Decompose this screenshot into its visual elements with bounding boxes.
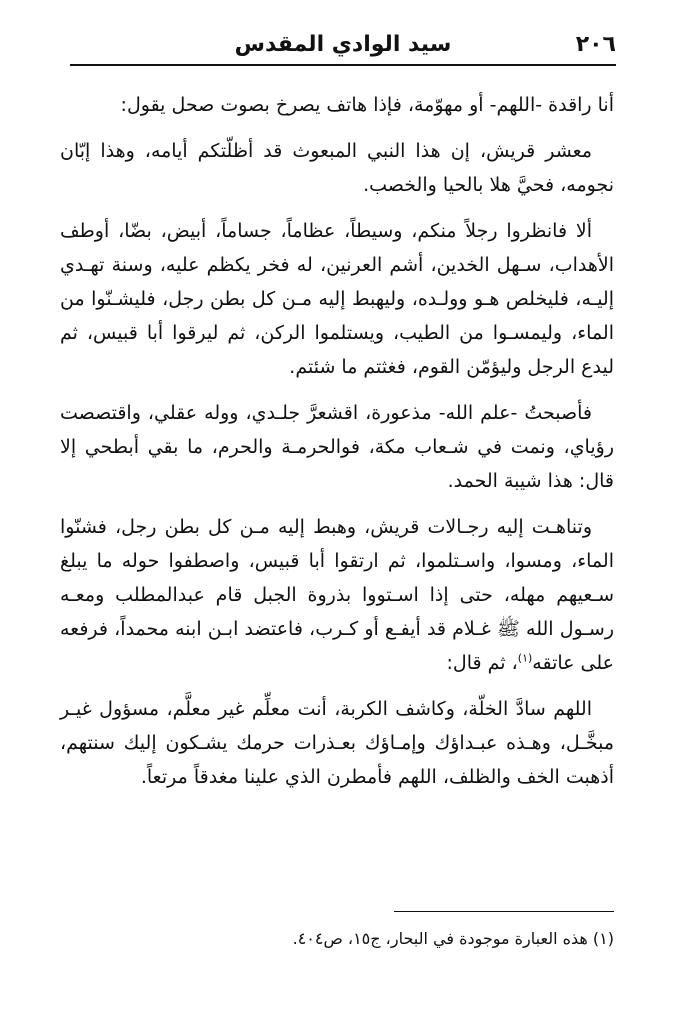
paragraph: اللهم سادَّ الخلّة، وكاشف الكربة، أنت معلِّم غير معلَّم، مسؤول غيـر مبخَّـل، وهـذه عبـداؤك وإمـاؤك بعـذرات حرمك يشـكون إليك سنتهم، أذهبت الخف والظلف، اللهم فأمطرن الذي علينا مغدقاً مرتعاً. (60, 698, 614, 788)
paragraph-text: ، ثم قال: (446, 652, 518, 674)
body-text (60, 88, 614, 806)
paragraph: فأصبحتُ -علم الله- مذعورة، اقشعرَّ جلـدي، ووله عقلي، واقتصصت رؤياي، ونمت في شـعاب مكة، فوالحرمـة والحرم، ما بقي أبطحي إلا قال: هذا شيبة الحمد. (60, 402, 614, 492)
footnote-marker: (١) (517, 651, 533, 665)
footnote: (١) هذه العبارة موجودة في البحار، ج١٥، ص٤٠٤. (292, 929, 614, 948)
paragraph: معشر قريش، إن هذا النبي المبعوث قد أظلّتكم أيامه، وهذا إبّان نجومه، فحيَّ هلا بالحيا والخصب. (60, 140, 614, 196)
paragraph: ألا فانظروا رجلاً منكم، وسيطاً، عظاماً، جساماً، أبيض، بضّا، أوطف الأهداب، سـهل الخدين، أشم العرنين، له فخر يكظم عليه، وسنة تهـدي إليـه، فليخلص هـو وولـده، وليهبط إليه مـن كل بطن رجل، فليشـنّوا من الماء، وليمسـوا من الطيب، ويستلموا الركن، ثم ليرقوا أبا قبيس، ثم ليدع الرجل وليؤمّن القوم، فغثتم ما شئتم. (60, 220, 614, 378)
page-header (70, 30, 616, 66)
page-number: ٢٠٦ (575, 32, 616, 57)
paragraph: أنا راقدة -اللهم- أو مهوّمة، فإذا هاتف يصرخ بصوت صحل يقول: (120, 94, 614, 116)
paragraph (60, 510, 614, 680)
running-title: سيد الوادي المقدس (234, 32, 452, 57)
footnote-divider (394, 911, 614, 912)
paragraph-text: وتناهـت إليه رجـالات قريش، وهبط إليه مـن كل بطن رجل، فشنّوا الماء، ومسوا، واسـتلموا، ثم ارتقوا أبا قبيس، واصطفوا حوله ما يبلغ سـعيهم مهله، حتى إذا اسـتووا بذروة الجبل قام عبدالمطلب ومعـه رسـول الله ﷺ غـلام قد أيفـع أو كـرب، فاعتضد ابـن ابنه محمداً، فرفعه على عاتقه (60, 516, 614, 674)
